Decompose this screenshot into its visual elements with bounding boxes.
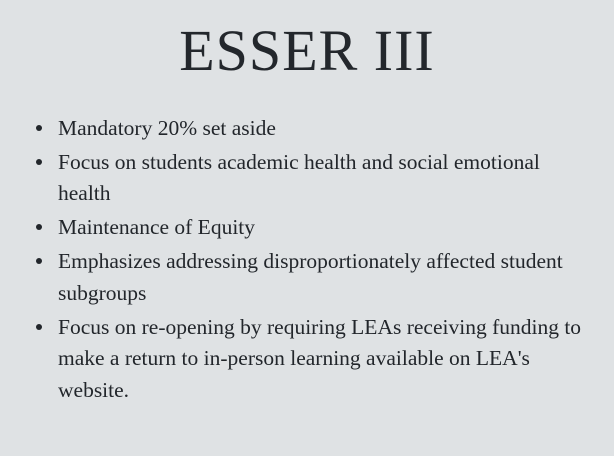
bullet-list (0, 85, 614, 407)
list-item: Mandatory 20% set aside (30, 113, 596, 145)
list-item: Focus on students academic health and social emotional health (30, 147, 596, 211)
page-title: ESSER III (179, 18, 435, 83)
list-item: Focus on re-opening by requiring LEAs receiving funding to make a return to in-person learning available on LEA's website. (30, 312, 596, 407)
list-item: Emphasizes addressing disproportionately affected student subgroups (30, 246, 596, 310)
list-item: Maintenance of Equity (30, 212, 596, 244)
